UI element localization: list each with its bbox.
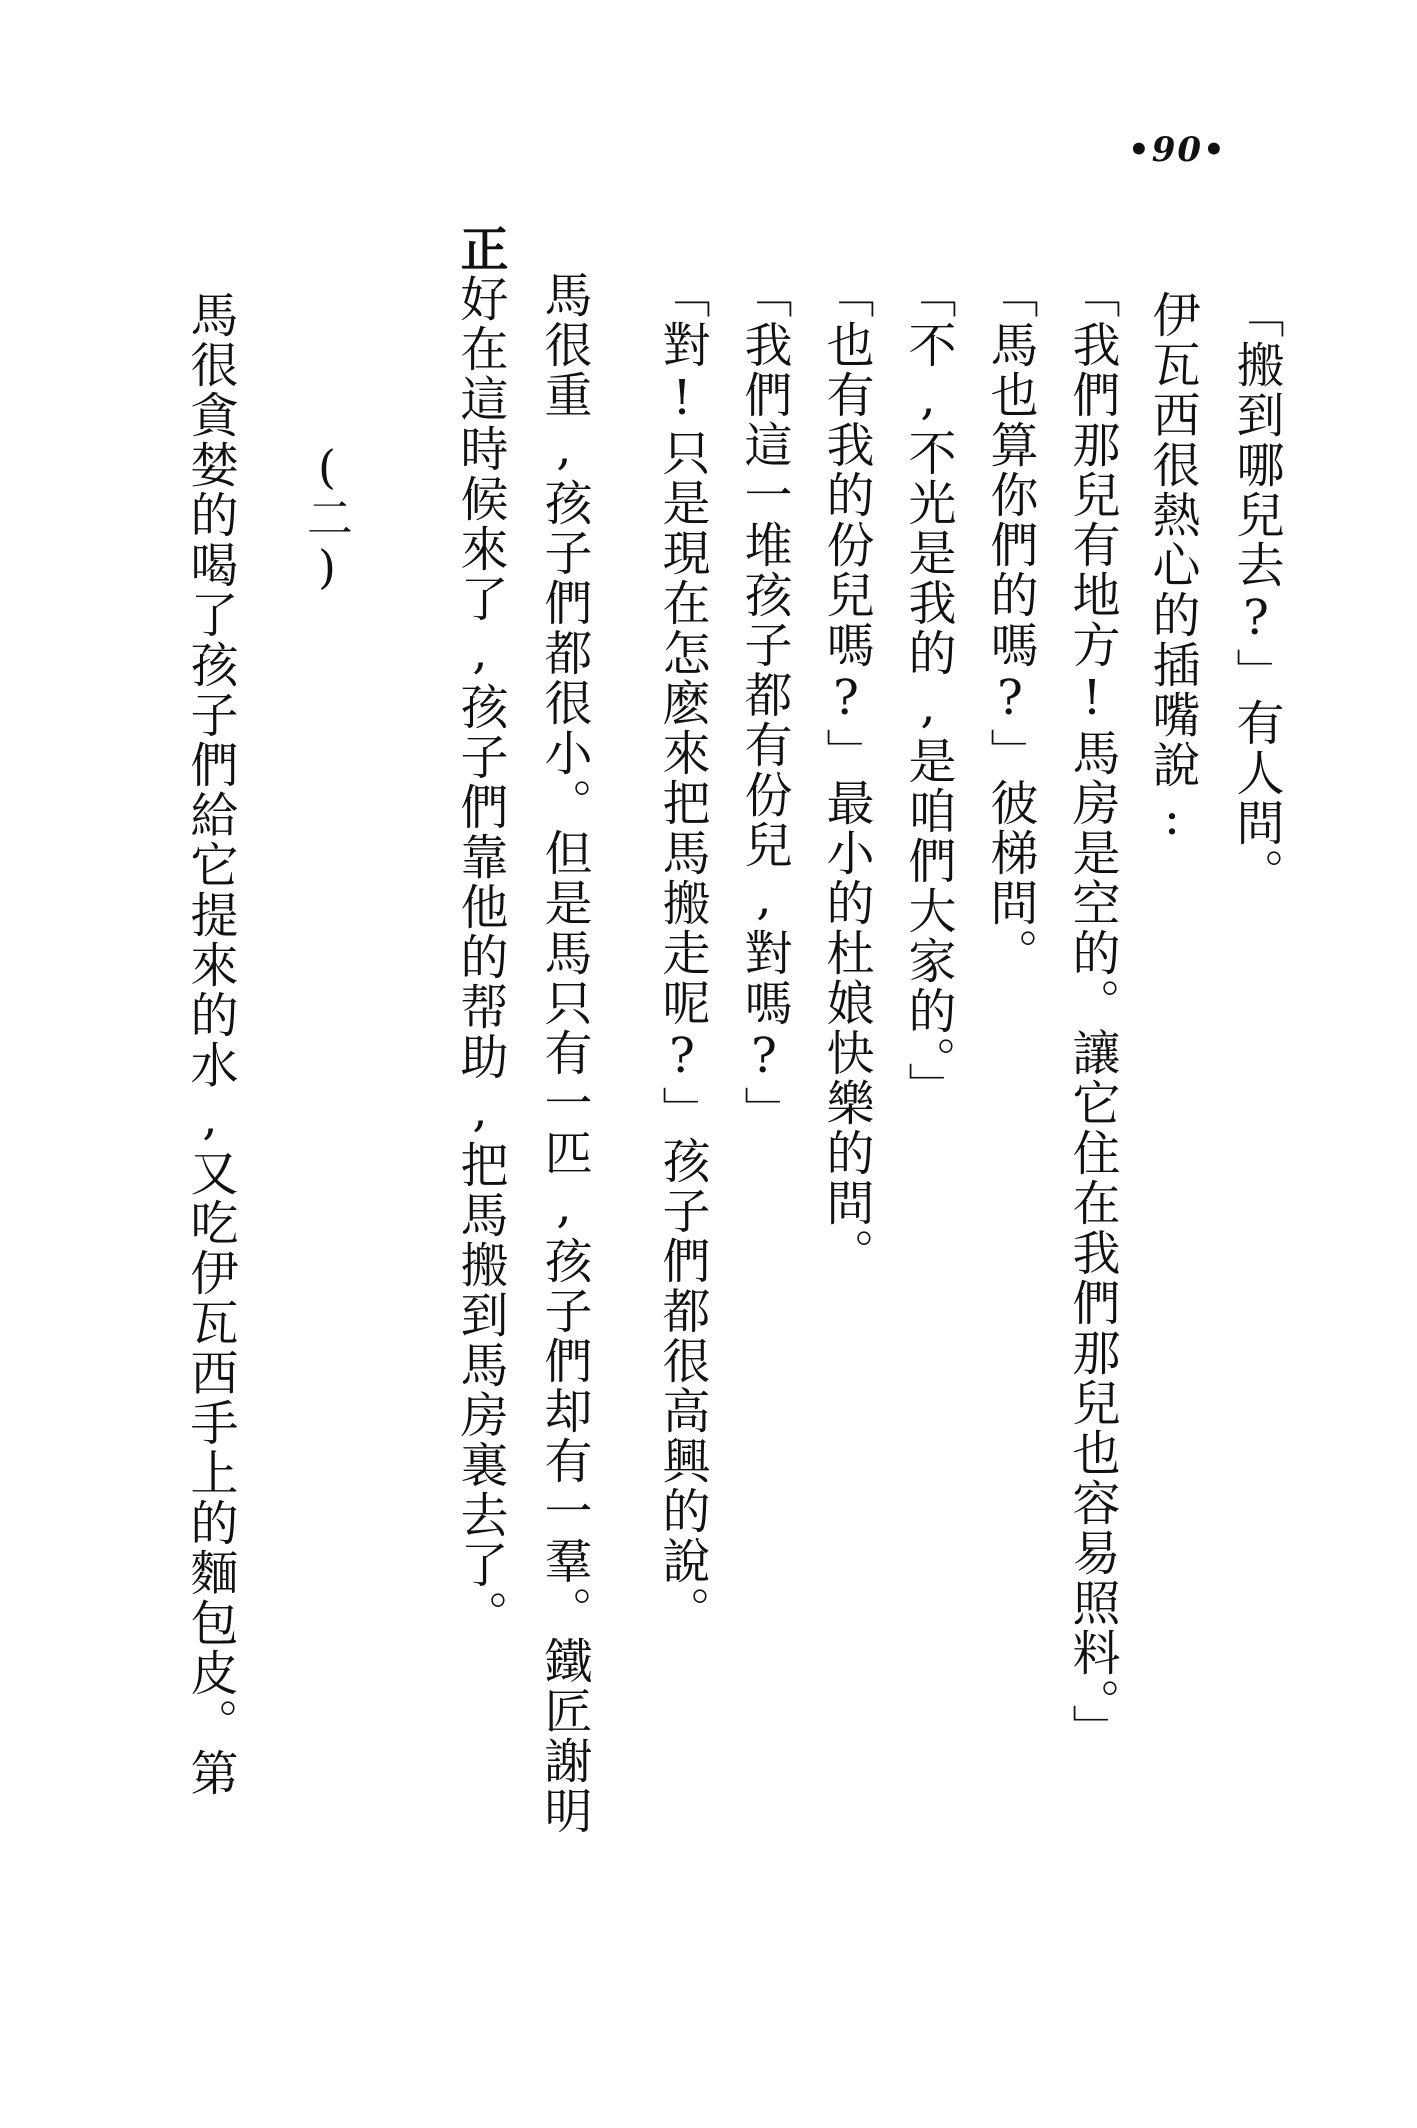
text-column-1: 「搬到哪兒去?」有人問。 bbox=[1228, 290, 1284, 898]
text-column-9: 馬很重,孩子們都很小。但是馬只有一匹,孩子們却有一羣。鐵匠謝明 bbox=[536, 270, 592, 1836]
section-heading: (二) bbox=[300, 440, 354, 594]
text-column-5: 「不,不光是我的,是咱們大家的。」 bbox=[900, 270, 956, 1112]
text-column-6: 「也有我的份兒嗎?」最小的杜娘快樂的問。 bbox=[818, 270, 874, 1278]
text-column-7: 「我們這一堆孩子都有份兒,對嗎?」 bbox=[736, 270, 792, 1136]
page-number: •90• bbox=[1128, 130, 1227, 170]
column-10-text: 好在這時候來了,孩子們靠他的帮助,把馬搬到馬房裏去了。 bbox=[452, 274, 508, 1640]
text-column-last: 馬很貪婪的喝了孩子們給它提來的水,又吃伊瓦西手上的麵包皮。第 bbox=[182, 290, 238, 1798]
text-column-2: 伊瓦西很熱心的插嘴說: bbox=[1144, 290, 1200, 848]
text-column-10 bbox=[452, 224, 508, 1640]
text-column-3: 「我們那兒有地方!馬房是空的。讓它住在我們那兒也容易照料。」 bbox=[1064, 270, 1120, 1754]
column-lead-char: 正 bbox=[452, 224, 508, 274]
text-column-4: 「馬也算你們的嗎?」彼梯問。 bbox=[982, 270, 1038, 978]
text-column-8: 「對!只是現在怎麽來把馬搬走呢?」孩子們都很高興的說。 bbox=[654, 270, 710, 1636]
